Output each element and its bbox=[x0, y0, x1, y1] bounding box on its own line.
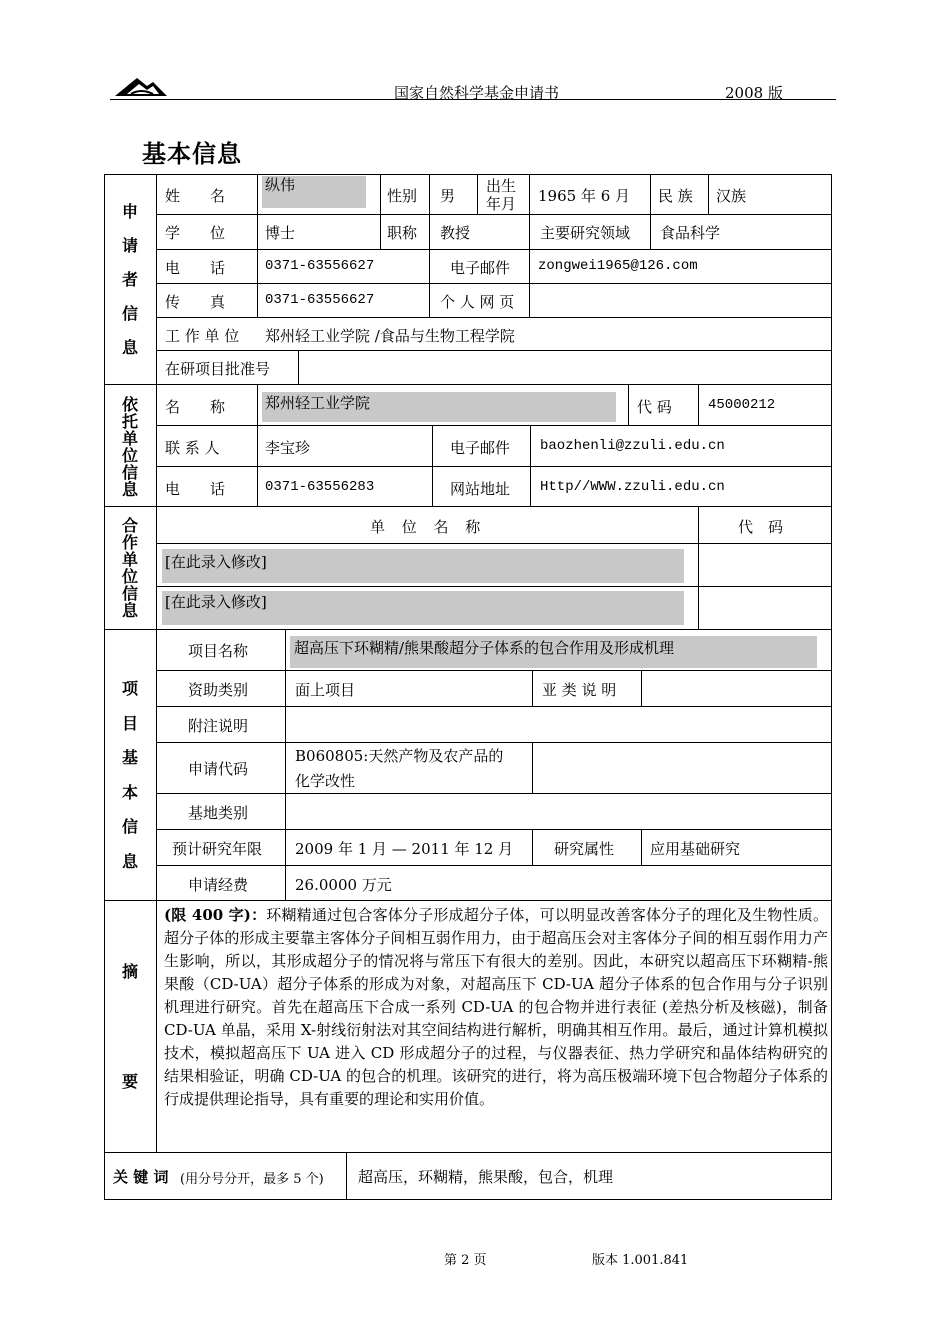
applicant-name: 纵伟 bbox=[265, 176, 296, 194]
applicant-phone-label: 电 话 bbox=[165, 259, 226, 277]
project-funding-type: 面上项目 bbox=[295, 681, 356, 699]
applicant-email: zongwei1965@126.com bbox=[538, 258, 698, 274]
abstract-body bbox=[164, 904, 828, 1111]
applicant-field: 食品科学 bbox=[660, 224, 721, 242]
header-version: 2008 版 bbox=[725, 84, 783, 102]
institution-code-label: 代 码 bbox=[637, 398, 672, 416]
applicant-homepage-label: 个 人 网 页 bbox=[440, 293, 515, 311]
institution-contact-label: 联 系 人 bbox=[165, 439, 220, 457]
page-title: 基本信息 bbox=[142, 139, 242, 168]
applicant-degree-label: 学 位 bbox=[165, 224, 226, 242]
keywords-value: 超高压，环糊精，熊果酸，包合，机理 bbox=[358, 1168, 614, 1186]
institution-email: baozhenli@zzuli.edu.cn bbox=[540, 438, 725, 454]
project-name: 超高压下环糊精/熊果酸超分子体系的包合作用及形成机理 bbox=[294, 639, 675, 657]
applicant-employer: 郑州轻工业学院 /食品与生物工程学院 bbox=[265, 327, 515, 345]
applicant-email-label: 电子邮件 bbox=[450, 259, 511, 277]
institution-contact: 李宝珍 bbox=[265, 439, 311, 457]
institution-code: 45000212 bbox=[708, 397, 776, 413]
project-note-label: 附注说明 bbox=[188, 717, 249, 735]
applicant-name-label: 姓 名 bbox=[165, 187, 226, 205]
applicant-project-no-label: 在研项目批准号 bbox=[165, 360, 271, 378]
applicant-section-label: 申 请 者 信 息 bbox=[121, 202, 138, 357]
applicant-birth: 1965 年 6 月 bbox=[538, 187, 631, 205]
applicant-fax-label: 传 真 bbox=[165, 293, 226, 311]
header-rule bbox=[110, 99, 836, 100]
footer-version: 版本 1.001.841 bbox=[592, 1253, 689, 1268]
applicant-ethnicity: 汉族 bbox=[716, 187, 747, 205]
project-code-label: 申请代码 bbox=[188, 760, 249, 778]
applicant-title: 教授 bbox=[440, 224, 471, 242]
project-section-label: 项 目 基 本 信 息 bbox=[121, 679, 138, 871]
abstract-text: 环糊精通过包合客体分子形成超分子体，可以明显改善客体分子的理化及生物性质。超分子体的形成主要靠主客体分子间相互弱作用力，由于超高压会对主客体分子间的相互弱作用力产生影响，所以，其形成超分子的情况将与常压下有很大的差别。因此，本研究以超高压下环糊精-熊果酸（CD-UA）超分子体系的形成为对象，对超高压下 CD-UA 超分子体系的包合作用与分子识别机理进行研究。首先在超高压下合成一系列 CD-UA 的包合物并进行表征 (差热分析及核磁)，制备 CD-UA 单晶，采用 X-射线衍射法对其空间结构进行解析，明确其相互作用。最后，通过计算机模拟技术，模拟超高压下 UA 进入 CD 形成超分子的过程，与仪器表征、热力学研究和晶体结构研究的结果相验证，明确 CD-UA 的包合的机理。该研究的进行，将为高压极端环境下包合物超分子体系的行成提供理论指导，具有重要的理论和实用价值。 bbox=[164, 906, 828, 1108]
institution-email-label: 电子邮件 bbox=[450, 439, 511, 457]
institution-name-label: 名 称 bbox=[165, 398, 226, 416]
applicant-ethnicity-label: 民 族 bbox=[658, 187, 693, 205]
applicant-gender-label: 性别 bbox=[387, 187, 418, 205]
applicant-phone: 0371-63556627 bbox=[265, 258, 375, 274]
project-attribute: 应用基础研究 bbox=[650, 840, 741, 858]
applicant-field-label: 主要研究领域 bbox=[540, 224, 631, 242]
project-period: 2009 年 1 月 — 2011 年 12 月 bbox=[295, 840, 514, 858]
project-budget-label: 申请经费 bbox=[188, 876, 249, 894]
applicant-gender: 男 bbox=[440, 187, 456, 205]
project-attribute-label: 研究属性 bbox=[554, 840, 615, 858]
partner-row-1: [在此录入修改] bbox=[165, 553, 267, 571]
applicant-employer-label: 工 作 单 位 bbox=[165, 327, 240, 345]
project-subtype-label: 亚 类 说 明 bbox=[542, 681, 617, 699]
nsfc-logo-icon bbox=[113, 72, 169, 100]
institution-website-label: 网站地址 bbox=[450, 480, 511, 498]
partner-row-2: [在此录入修改] bbox=[165, 593, 267, 611]
institution-phone-label: 电 话 bbox=[165, 480, 226, 498]
applicant-birth-label: 出生年月 bbox=[486, 177, 517, 213]
header-title: 国家自然科学基金申请书 bbox=[394, 84, 560, 102]
partners-code-header: 代 码 bbox=[738, 518, 784, 536]
institution-website: Http//WWW.zzuli.edu.cn bbox=[540, 479, 725, 495]
institution-phone: 0371-63556283 bbox=[265, 479, 375, 495]
project-code-line-2: 化学改性 bbox=[295, 772, 356, 790]
applicant-fax: 0371-63556627 bbox=[265, 292, 375, 308]
institution-section-label: 依 托 单 位 信 息 bbox=[121, 395, 138, 499]
project-period-label: 预计研究年限 bbox=[172, 840, 263, 858]
keywords-note: (用分号分开，最多 5 个) bbox=[180, 1172, 324, 1187]
project-funding-type-label: 资助类别 bbox=[188, 681, 249, 699]
keywords-label: 关 键 词 bbox=[113, 1168, 169, 1186]
partners-name-header: 单 位 名 称 bbox=[370, 518, 487, 536]
project-code-line-1: B060805:天然产物及农产品的 bbox=[295, 747, 504, 765]
project-name-label: 项目名称 bbox=[188, 642, 249, 660]
abstract-section-label-1: 摘 bbox=[121, 962, 138, 981]
institution-name: 郑州轻工业学院 bbox=[265, 394, 371, 412]
footer-page: 第 2 页 bbox=[444, 1253, 487, 1268]
applicant-title-label: 职称 bbox=[387, 224, 418, 242]
applicant-degree: 博士 bbox=[265, 224, 296, 242]
abstract-limit-label: (限 400 字)： bbox=[164, 906, 267, 924]
abstract-section-label-2: 要 bbox=[121, 1072, 138, 1091]
partners-section-label: 合 作 单 位 信 息 bbox=[121, 516, 138, 620]
project-budget: 26.0000 万元 bbox=[295, 876, 392, 894]
project-base-label: 基地类别 bbox=[188, 804, 249, 822]
